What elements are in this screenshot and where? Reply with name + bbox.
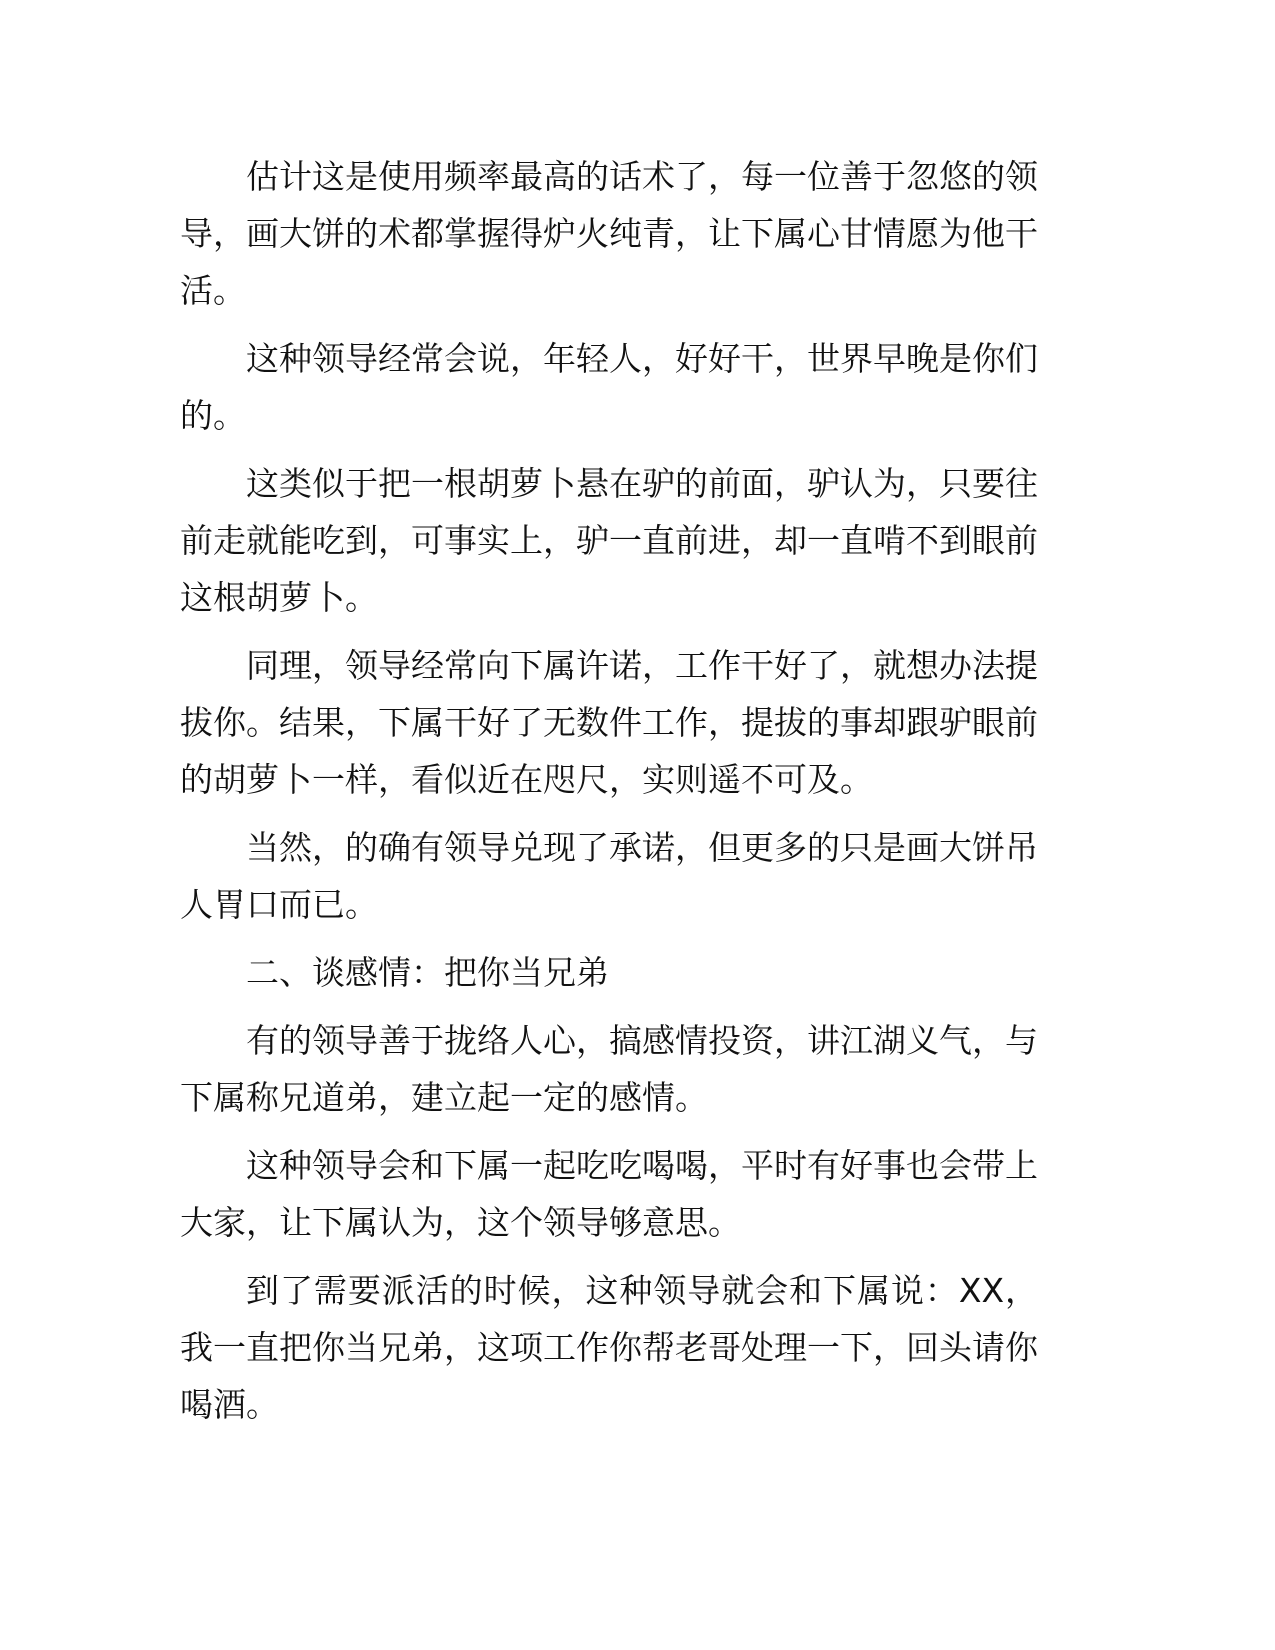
section-heading: 二、谈感情：把你当兄弟 xyxy=(246,953,609,992)
paragraph-2: 这种领导经常会说，年轻人，好好干，世界早晚是你们的。 xyxy=(180,339,1038,435)
paragraph-1: 估计这是使用频率最高的话术了，每一位善于忽悠的领导，画大饼的术都掌握得炉火纯青，让下属心甘情愿为他干活。 xyxy=(180,157,1038,310)
paragraph-6: 有的领导善于拢络人心，搞感情投资，讲江湖义气，与下属称兄道弟，建立起一定的感情。 xyxy=(180,1021,1038,1117)
paragraph-5: 当然，的确有领导兑现了承诺，但更多的只是画大饼吊人胃口而已。 xyxy=(180,828,1038,924)
paragraph-8: 到了需要派活的时候，这种领导就会和下属说：XX，我一直把你当兄弟，这项工作你帮老哥处理一下，回头请你喝酒。 xyxy=(180,1271,1038,1424)
paragraph-7: 这种领导会和下属一起吃吃喝喝，平时有好事也会带上大家，让下属认为，这个领导够意思。 xyxy=(180,1146,1038,1242)
paragraph-4: 同理，领导经常向下属许诺，工作干好了，就想办法提拔你。结果，下属干好了无数件工作，提拔的事却跟驴眼前的胡萝卜一样，看似近在咫尺，实则遥不可及。 xyxy=(180,646,1038,799)
document-page xyxy=(180,148,1038,1444)
paragraph-3: 这类似于把一根胡萝卜悬在驴的前面，驴认为，只要往前走就能吃到，可事实上，驴一直前进，却一直啃不到眼前这根胡萝卜。 xyxy=(180,464,1038,617)
